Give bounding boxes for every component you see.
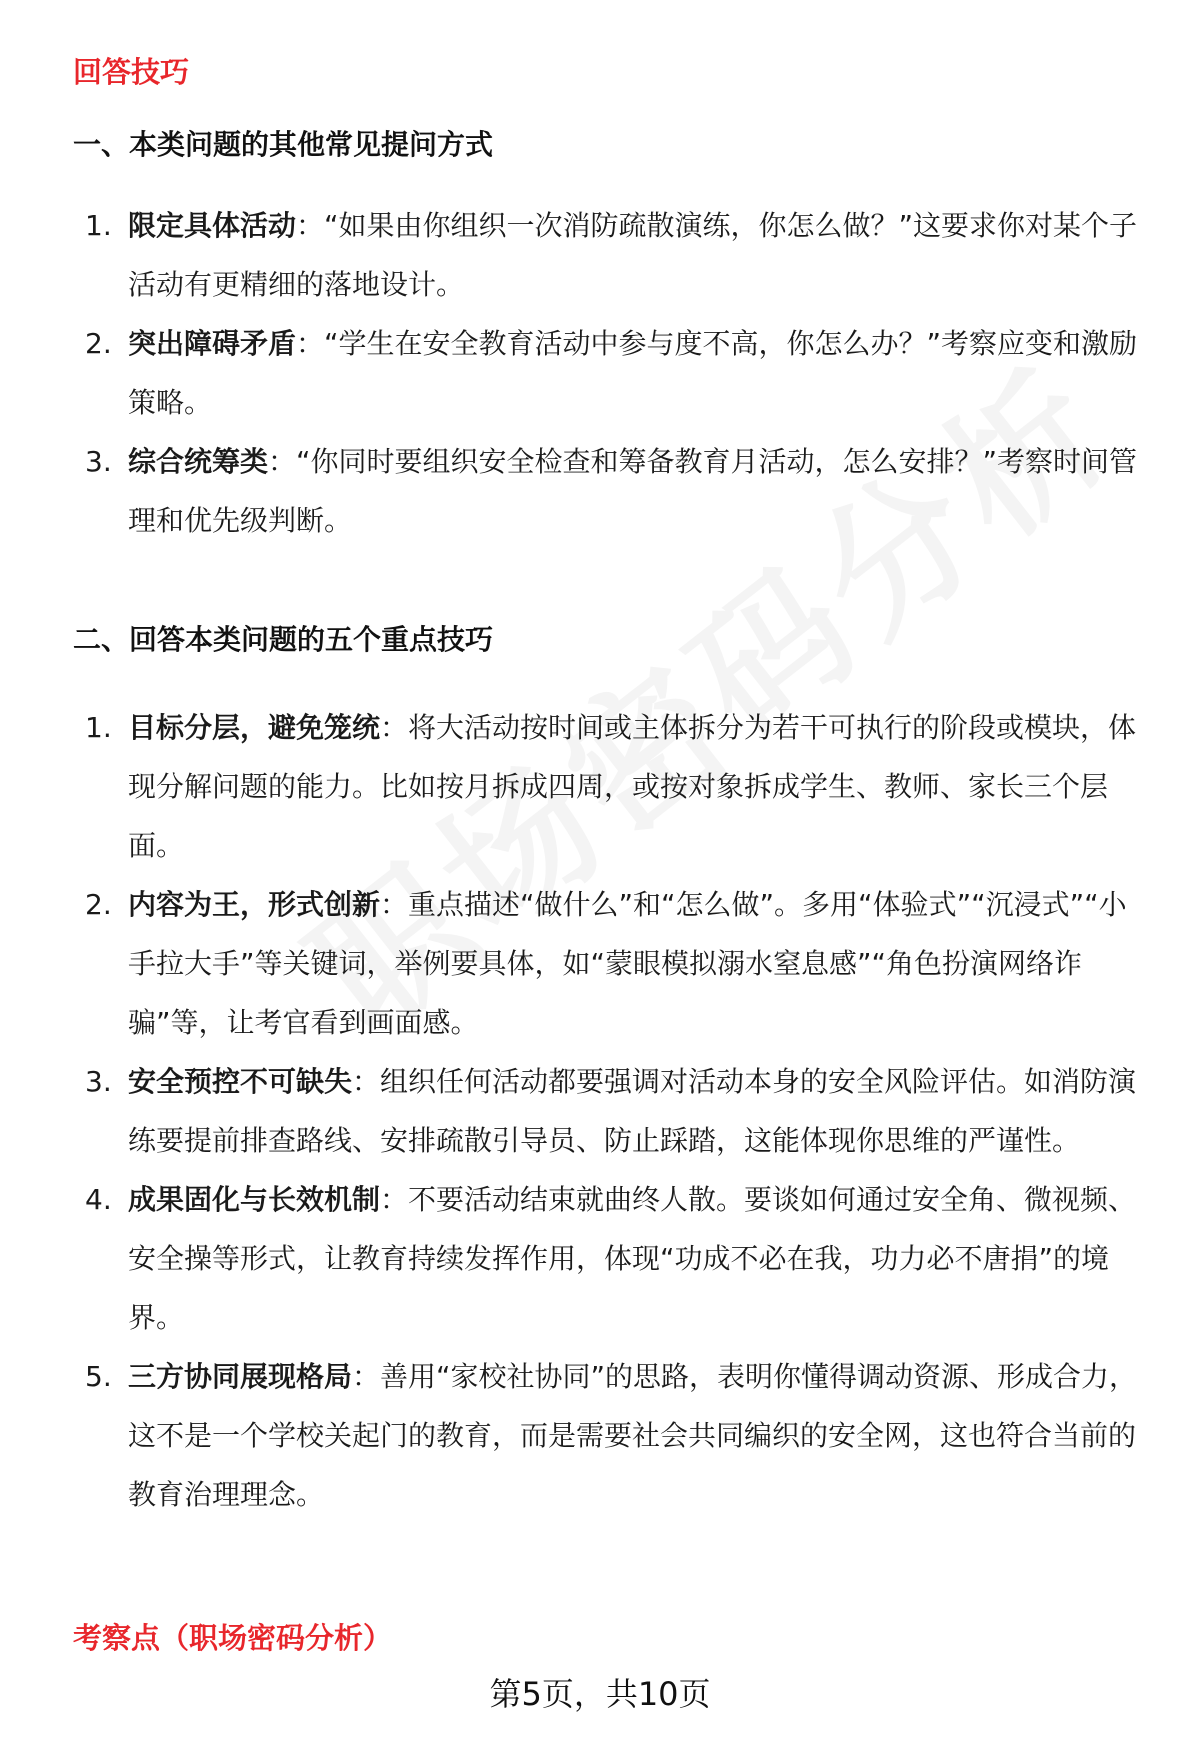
item-number: 2. [85,888,112,921]
page-number-footer: 第5页，共10页 [489,1675,711,1713]
item-number: 5. [85,1360,112,1393]
list-item [0,875,1200,1052]
list-item [0,1170,1200,1347]
item-keyword: 成果固化与长效机制 [128,1183,381,1216]
list-item [0,196,1200,314]
item-separator: ： [380,888,409,921]
item-keyword: 目标分层，避免笼统 [128,711,381,744]
item-number: 1. [85,209,112,242]
item-text: “你同时要组织安全检查和筹备教育月活动，怎么安排？”考察时间管理和优先级判断。 [128,445,1138,537]
item-text: “学生在安全教育活动中参与度不高，你怎么办？”考察应变和激励策略。 [128,327,1138,419]
item-keyword: 安全预控不可缺失 [128,1065,353,1098]
item-number: 2. [85,327,112,360]
item-keyword: 内容为王，形式创新 [128,888,381,921]
list-item [0,698,1200,875]
item-text: 善用“家校社协同”的思路，表明你懂得调动资源、形成合力，这不是一个学校关起门的教育，而是需要社会共同编织的安全网，这也符合当前的教育治理理念。 [128,1360,1138,1511]
item-keyword: 突出障碍矛盾 [128,327,297,360]
item-text: 将大活动按时间或主体拆分为若干可执行的阶段或模块，体现分解问题的能力。比如按月拆成四周，或按对象拆成学生、教师、家长三个层面。 [128,711,1137,862]
section2-title: 二、回答本类问题的五个重点技巧 [73,623,494,656]
list-item [0,314,1200,432]
item-number: 1. [85,711,112,744]
item-separator: ： [380,711,409,744]
item-text: “如果由你组织一次消防疏散演练，你怎么做？”这要求你对某个子活动有更精细的落地设计。 [128,209,1138,301]
section1-list [0,196,1200,550]
list-item [0,1347,1200,1524]
item-number: 3. [85,445,112,478]
heading-answer-tips: 回答技巧 [73,55,190,89]
item-text: 不要活动结束就曲终人散。要谈如何通过安全角、微视频、安全操等形式，让教育持续发挥作用，体现“功成不必在我，功力必不唐捐”的境界。 [128,1183,1137,1334]
item-text: 重点描述“做什么”和“怎么做”。多用“体验式”“沉浸式”“小手拉大手”等关键词，举例要具体，如“蒙眼模拟溺水窒息感”“角色扮演网络诈骗”等，让考官看到画面感。 [128,888,1127,1039]
list-item [0,432,1200,550]
item-separator: ： [352,1065,381,1098]
item-keyword: 综合统筹类 [128,445,269,478]
item-separator: ： [380,1183,409,1216]
item-separator: ： [296,209,325,242]
item-separator: ： [296,327,325,360]
item-number: 4. [85,1183,112,1216]
section2-list [0,698,1200,1524]
item-separator: ： [268,445,297,478]
item-number: 3. [85,1065,112,1098]
list-item [0,1052,1200,1170]
item-separator: ： [352,1360,381,1393]
item-text: 组织任何活动都要强调对活动本身的安全风险评估。如消防演练要提前排查路线、安排疏散引导员、防止踩踏，这能体现你思维的严谨性。 [128,1065,1137,1157]
item-keyword: 限定具体活动 [128,209,297,242]
item-keyword: 三方协同展现格局 [128,1360,353,1393]
section1-title: 一、本类问题的其他常见提问方式 [73,128,494,161]
heading-assessment-points: 考察点（职场密码分析） [73,1621,393,1655]
